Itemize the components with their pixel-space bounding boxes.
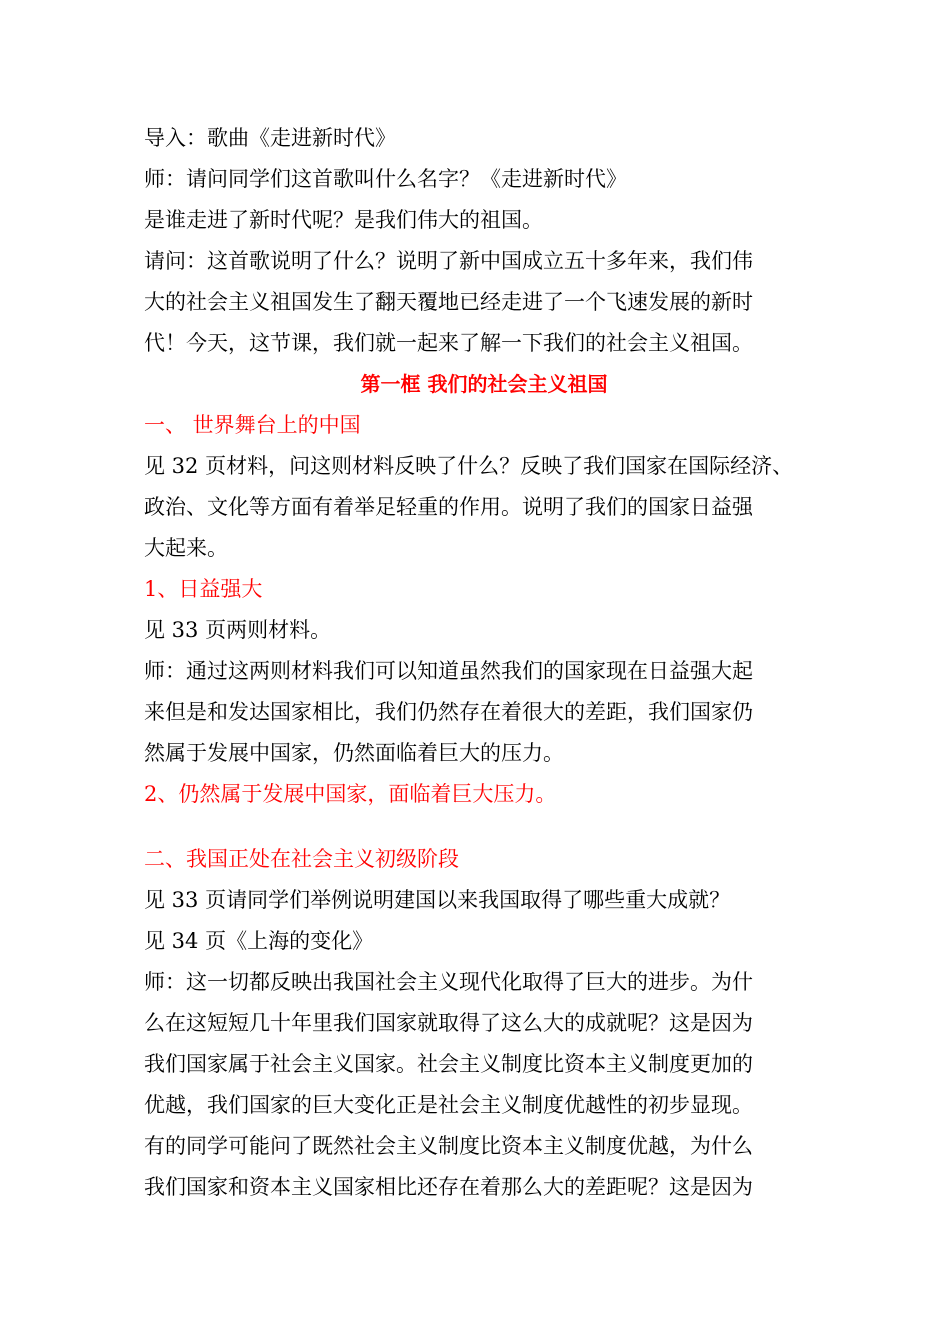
section2-heading: 二、我国正处在社会主义初级阶段 [144,847,459,871]
intro-line: 大的社会主义祖国发生了翻天覆地已经走进了一个飞速发展的新时 [144,290,753,314]
intro-line: 导入：歌曲《走进新时代》 [144,126,396,150]
point2-heading: 2、仍然属于发展中国家，面临着巨大压力。 [144,782,557,806]
section1-paragraph-line: 见 32 页材料，问这则材料反映了什么？反映了我们国家在国际经济、 [144,454,794,478]
lesson-title: 第一框 我们的社会主义祖国 [360,372,608,396]
point1-reference: 见 33 页两则材料。 [144,618,332,642]
teacher-line: 然属于发展中国家，仍然面临着巨大的压力。 [144,741,564,765]
paragraph-gap [144,815,824,839]
point1-heading: 1、日益强大 [144,577,263,601]
teacher-line: 么在这短短几十年里我们国家就取得了这么大的成就呢？这是因为 [144,1011,753,1035]
section1-paragraph-line: 政治、文化等方面有着举足轻重的作用。说明了我们的国家日益强 [144,495,753,519]
teacher-line: 优越，我们国家的巨大变化正是社会主义制度优越性的初步显现。 [144,1093,753,1117]
teacher-line: 师：通过这两则材料我们可以知道虽然我们的国家现在日益强大起 [144,659,753,683]
teacher-line: 我们国家属于社会主义国家。社会主义制度比资本主义制度更加的 [144,1052,753,1076]
teacher-line: 师：这一切都反映出我国社会主义现代化取得了巨大的进步。为什 [144,970,753,994]
document-body [144,118,824,1208]
teacher-line: 来但是和发达国家相比，我们仍然存在着很大的差距，我们国家仍 [144,700,753,724]
section1-paragraph-line: 大起来。 [144,536,228,560]
teacher-line: 我们国家和资本主义国家相比还存在着那么大的差距呢？这是因为 [144,1175,753,1199]
intro-line: 是谁走进了新时代呢？是我们伟大的祖国。 [144,208,543,232]
section2-reference: 见 34 页《上海的变化》 [144,929,374,953]
intro-line: 请问：这首歌说明了什么？说明了新中国成立五十多年来，我们伟 [144,249,753,273]
teacher-line: 有的同学可能问了既然社会主义制度比资本主义制度优越，为什么 [144,1134,753,1158]
intro-line: 师：请问同学们这首歌叫什么名字？《走进新时代》 [144,167,627,191]
section1-heading: 一、 世界舞台上的中国 [144,413,361,437]
section2-reference: 见 33 页请同学们举例说明建国以来我国取得了哪些重大成就？ [144,888,731,912]
intro-line: 代！今天，这节课，我们就一起来了解一下我们的社会主义祖国。 [144,331,753,355]
